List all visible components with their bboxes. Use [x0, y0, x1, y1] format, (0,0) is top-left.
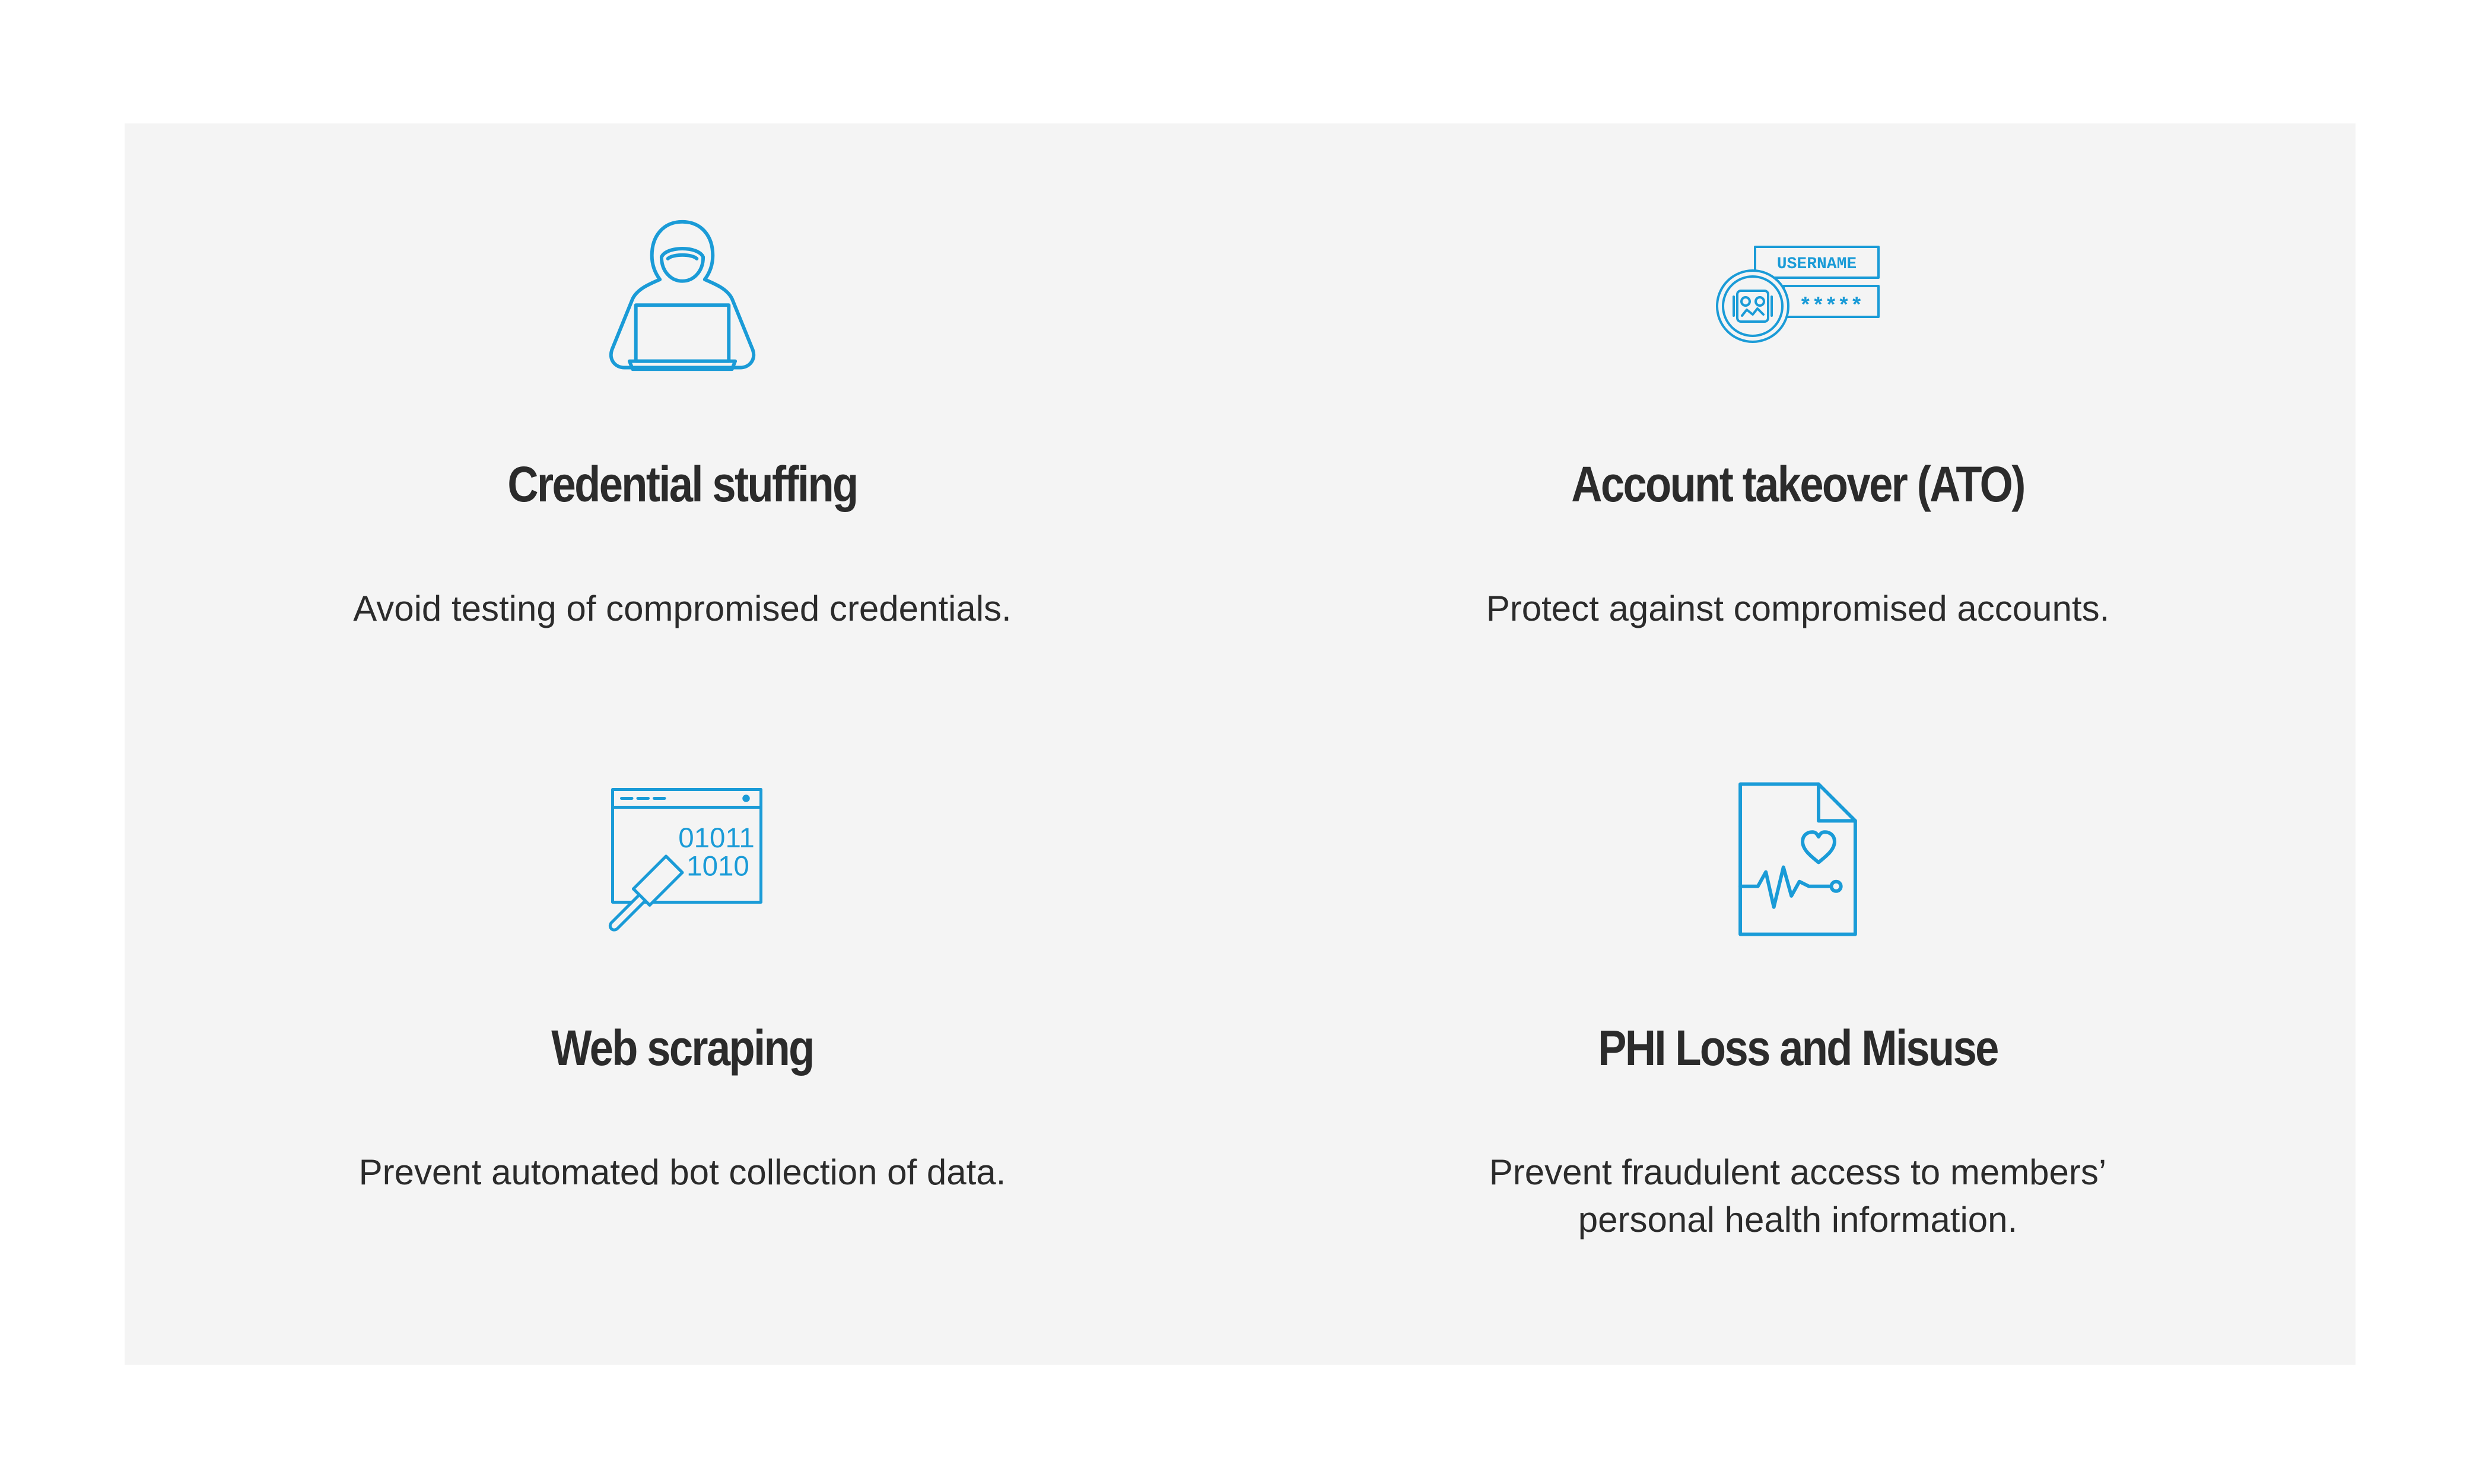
feature-description-line: Prevent fraudulent access to members’: [1489, 1152, 2107, 1192]
feature-description-line: Protect against compromised accounts.: [1486, 589, 2110, 628]
feature-title: Credential stuffing: [507, 456, 857, 512]
browser-scraper-binary-icon: [599, 785, 765, 933]
feature-description: [1240, 585, 2356, 633]
feature-description: [125, 585, 1240, 633]
password-mask-label: *****: [1798, 294, 1864, 319]
feature-title: PHI Loss and Misuse: [1598, 1020, 1998, 1076]
feature-description-line: Prevent automated bot collection of data.: [358, 1152, 1006, 1192]
hooded-hacker-laptop-icon: [602, 215, 762, 376]
feature-description-line: Avoid testing of compromised credentials.: [353, 589, 1012, 628]
feature-description: [125, 1149, 1240, 1196]
health-record-heartbeat-icon: [1735, 779, 1860, 939]
binary-line-2: 1010: [686, 850, 749, 882]
username-password-login-icon: [1715, 242, 1881, 349]
features-panel: [125, 123, 2356, 1365]
username-icon-label: USERNAME: [1776, 255, 1857, 274]
feature-description-line: personal health information.: [1578, 1200, 2018, 1240]
binary-line-1: 01011: [678, 822, 755, 854]
feature-title: Web scraping: [551, 1020, 813, 1076]
feature-description: [1240, 1149, 2356, 1244]
feature-title: Account takeover (ATO): [1571, 456, 2024, 512]
